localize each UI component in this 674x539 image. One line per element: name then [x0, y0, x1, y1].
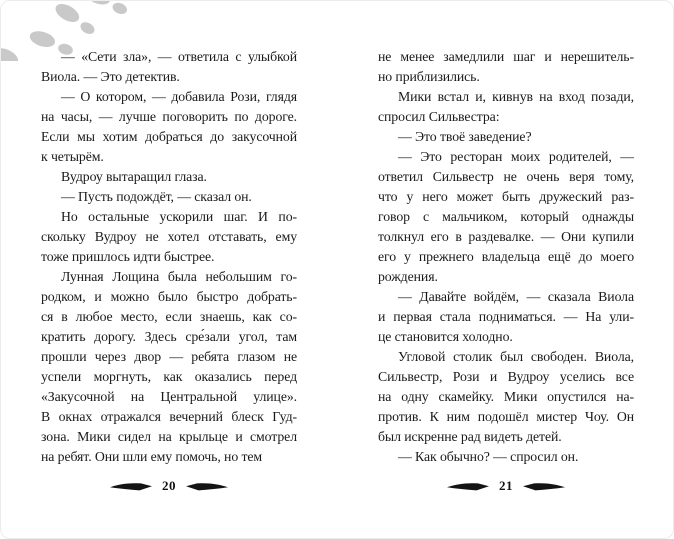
paragraph	[378, 447, 634, 467]
paragraph	[41, 47, 297, 87]
paragraph	[378, 287, 634, 347]
text-line: на одну скамейку. Мики опустился на-	[378, 389, 634, 404]
text-line: — Это твоё заведение?	[398, 129, 532, 144]
text-line: родком, и можно было быстро добрать-	[41, 289, 297, 304]
text-line: против. К ним подошёл мистер Чоу. Он	[378, 409, 634, 424]
text-line: к четырём.	[41, 149, 104, 164]
text-line: рождения.	[378, 269, 438, 284]
text-line: ся в любое место, если знаешь, как со-	[41, 309, 297, 324]
page-ornament-left-icon	[110, 481, 152, 492]
page-ornament-right-icon	[523, 481, 565, 492]
right-page-text-column	[378, 47, 634, 467]
text-line: — «Сети зла», — ответила с улыбкой	[61, 49, 297, 64]
text-line: на ребят. Они шли ему помочь, но тем	[41, 449, 263, 464]
page-ornament-left-icon	[447, 481, 489, 492]
text-line: тоже пришлось идти быстрее.	[41, 249, 215, 264]
text-line: зона. Мики сидел на крыльце и смотрел	[41, 429, 297, 444]
left-page-footer	[41, 478, 297, 494]
text-line: — Это ресторан моих родителей, —	[398, 149, 634, 164]
text-line: не менее замедлили шаг и нерешитель-	[378, 49, 634, 64]
text-line: — О котором, — добавила Рози, глядя	[61, 89, 297, 104]
text-line: Если мы хотим добраться до закусочной	[41, 129, 297, 144]
paragraph	[41, 267, 297, 467]
paragraph	[378, 347, 634, 447]
text-line: успели моргнуть, как оказались перед	[41, 369, 297, 384]
page-number: 20	[162, 478, 176, 493]
text-line: но приблизились.	[378, 69, 480, 84]
paragraph	[41, 207, 297, 267]
paragraph	[41, 87, 297, 167]
text-line: Вудроу вытаращил глаза.	[61, 169, 207, 184]
page-number: 21	[499, 478, 513, 493]
paragraph	[41, 167, 297, 187]
text-line: говор с мальчиком, который однажды	[378, 209, 634, 224]
page-ornament-right-icon	[186, 481, 228, 492]
text-line: спросил Сильвестра:	[378, 109, 500, 124]
paragraph	[378, 87, 634, 127]
text-line: прошли через двор — ребята глазом не	[41, 349, 297, 364]
text-line: Сильвестр, Рози и Вудроу уселись все	[378, 369, 634, 384]
text-line: «Закусочной на Центральной улице».	[41, 389, 297, 404]
text-line: был искренне рад видеть детей.	[378, 429, 562, 444]
paragraph	[41, 187, 297, 207]
text-line: толкнул его в раздевалке. — Они купили	[378, 229, 634, 244]
right-page-footer	[378, 478, 634, 494]
text-line: — Как обычно? — спросил он.	[398, 449, 579, 464]
text-line: — Давайте войдём, — сказала Виола	[398, 289, 634, 304]
text-line: Лунная Лощина была небольшим го-	[61, 269, 297, 284]
text-line: что у него может быть дружеский раз-	[378, 189, 634, 204]
text-line: В окнах отражался вечерний блеск Гуд-	[41, 409, 297, 424]
text-line: и первая стала подниматься. — На ули-	[378, 309, 634, 324]
text-line: кратить дорогу. Здесь сре́зали угол, там	[41, 329, 297, 344]
text-line: на часы, — лучше поговорить по дороге.	[41, 109, 297, 124]
paragraph	[378, 47, 634, 87]
text-line: Но остальные ускорили шаг. И по-	[61, 209, 297, 224]
text-line: це становится холодно.	[378, 329, 513, 344]
text-line: Угловой столик был свободен. Виола,	[398, 349, 634, 364]
paragraph	[378, 127, 634, 147]
left-page-text-column	[41, 47, 297, 467]
text-line: ответил Сильвестр не очень веря тому,	[378, 169, 634, 184]
text-line: — Пусть подождёт, — сказал он.	[61, 189, 252, 204]
paragraph	[378, 147, 634, 287]
text-line: Виола. — Это детектив.	[41, 69, 180, 84]
text-line: Мики встал и, кивнув на вход позади,	[398, 89, 634, 104]
text-line: его у прежнего владельца ещё до моего	[378, 249, 634, 264]
text-line: скольку Вудроу не хотел отставать, ему	[41, 229, 297, 244]
